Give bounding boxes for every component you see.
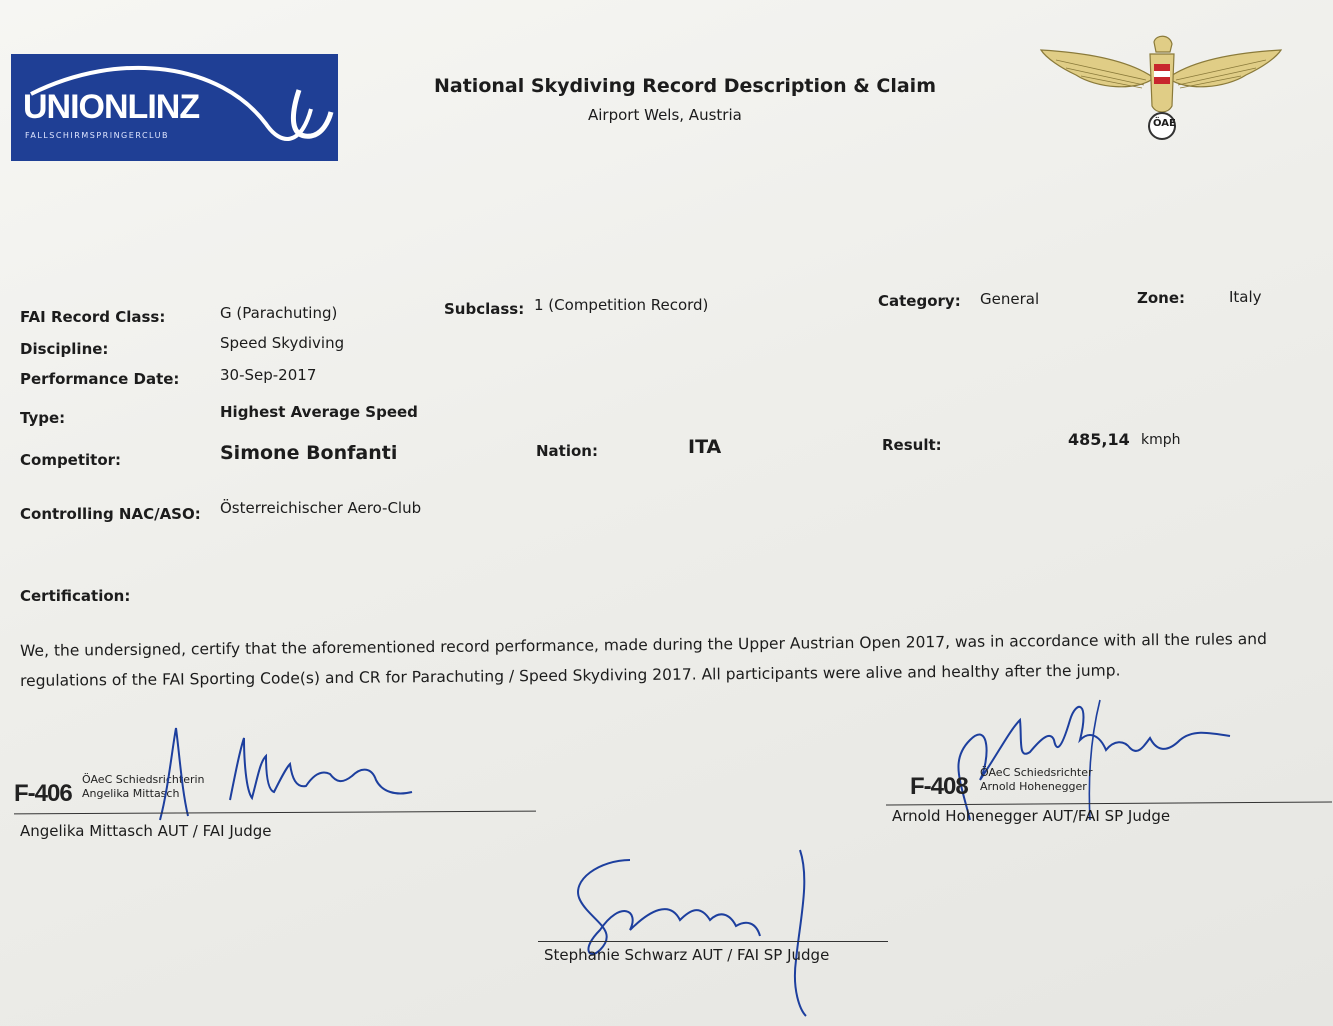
competitor-value: Simone Bonfanti (220, 442, 398, 464)
emblem-initials: ÖAE (1153, 118, 1176, 129)
competitor-label: Competitor: (20, 451, 122, 469)
certification-line-1: We, the undersigned, certify that the aforementioned record performance, made during the Upper Austrian Open 2017, was in accordance with all the rules and (20, 630, 1267, 660)
right-stamp-line-2: Arnold Hohenegger (980, 780, 1087, 793)
controlling-value: Österreichischer Aero-Club (220, 499, 422, 517)
left-handwritten-signature (140, 720, 430, 830)
nation-value: ITA (688, 436, 722, 458)
category-label: Category: (878, 292, 961, 310)
result-label: Result: (882, 436, 942, 454)
certification-line-2: regulations of the FAI Sporting Code(s) and CR for Parachuting / Speed Skydiving 2017. All participants were alive and healthy after the jump. (20, 661, 1121, 690)
right-stamp-line-1: ÖAeC Schiedsrichter (980, 766, 1093, 779)
logo-name: UNIONLINZ (23, 88, 200, 126)
document-location: Airport Wels, Austria (588, 106, 742, 124)
discipline-value: Speed Skydiving (220, 334, 345, 352)
document-title: National Skydiving Record Description & Claim (434, 75, 936, 97)
controlling-label: Controlling NAC/ASO: (20, 505, 201, 523)
right-signature-caption: Arnold Hohenegger AUT/FAI SP Judge (892, 807, 1171, 825)
logo-subtitle: FALLSCHIRMSPRINGERCLUB (25, 131, 169, 140)
left-stamp-line-1: ÖAeC Schiedsrichterin (82, 773, 205, 786)
certification-heading: Certification: (20, 587, 131, 605)
type-label: Type: (20, 409, 66, 427)
bottom-signature-line (538, 941, 888, 942)
discipline-label: Discipline: (20, 340, 109, 358)
subclass-value: 1 (Competition Record) (534, 296, 709, 314)
right-stamp-code: F-408 (910, 773, 968, 800)
performance-date-label: Performance Date: (20, 370, 180, 388)
zone-value: Italy (1229, 288, 1262, 306)
bottom-signature-caption: Stephanie Schwarz AUT / FAI SP Judge (544, 946, 830, 964)
subclass-label: Subclass: (444, 300, 525, 318)
left-stamp-code: F-406 (14, 780, 72, 807)
left-stamp-line-2: Angelika Mittasch (82, 787, 180, 800)
fai-record-class-value: G (Parachuting) (220, 304, 338, 322)
zone-label: Zone: (1137, 289, 1186, 307)
result-value: 485,14 (1068, 430, 1130, 449)
nation-label: Nation: (536, 442, 598, 460)
type-value: Highest Average Speed (220, 403, 418, 421)
category-value: General (980, 290, 1040, 308)
bottom-handwritten-signature (560, 840, 840, 1020)
performance-date-value: 30-Sep-2017 (220, 366, 317, 384)
unionlinz-logo (11, 54, 338, 161)
result-unit: kmph (1141, 432, 1181, 448)
left-signature-caption: Angelika Mittasch AUT / FAI Judge (20, 822, 272, 840)
fai-record-class-label: FAI Record Class: (20, 308, 166, 326)
